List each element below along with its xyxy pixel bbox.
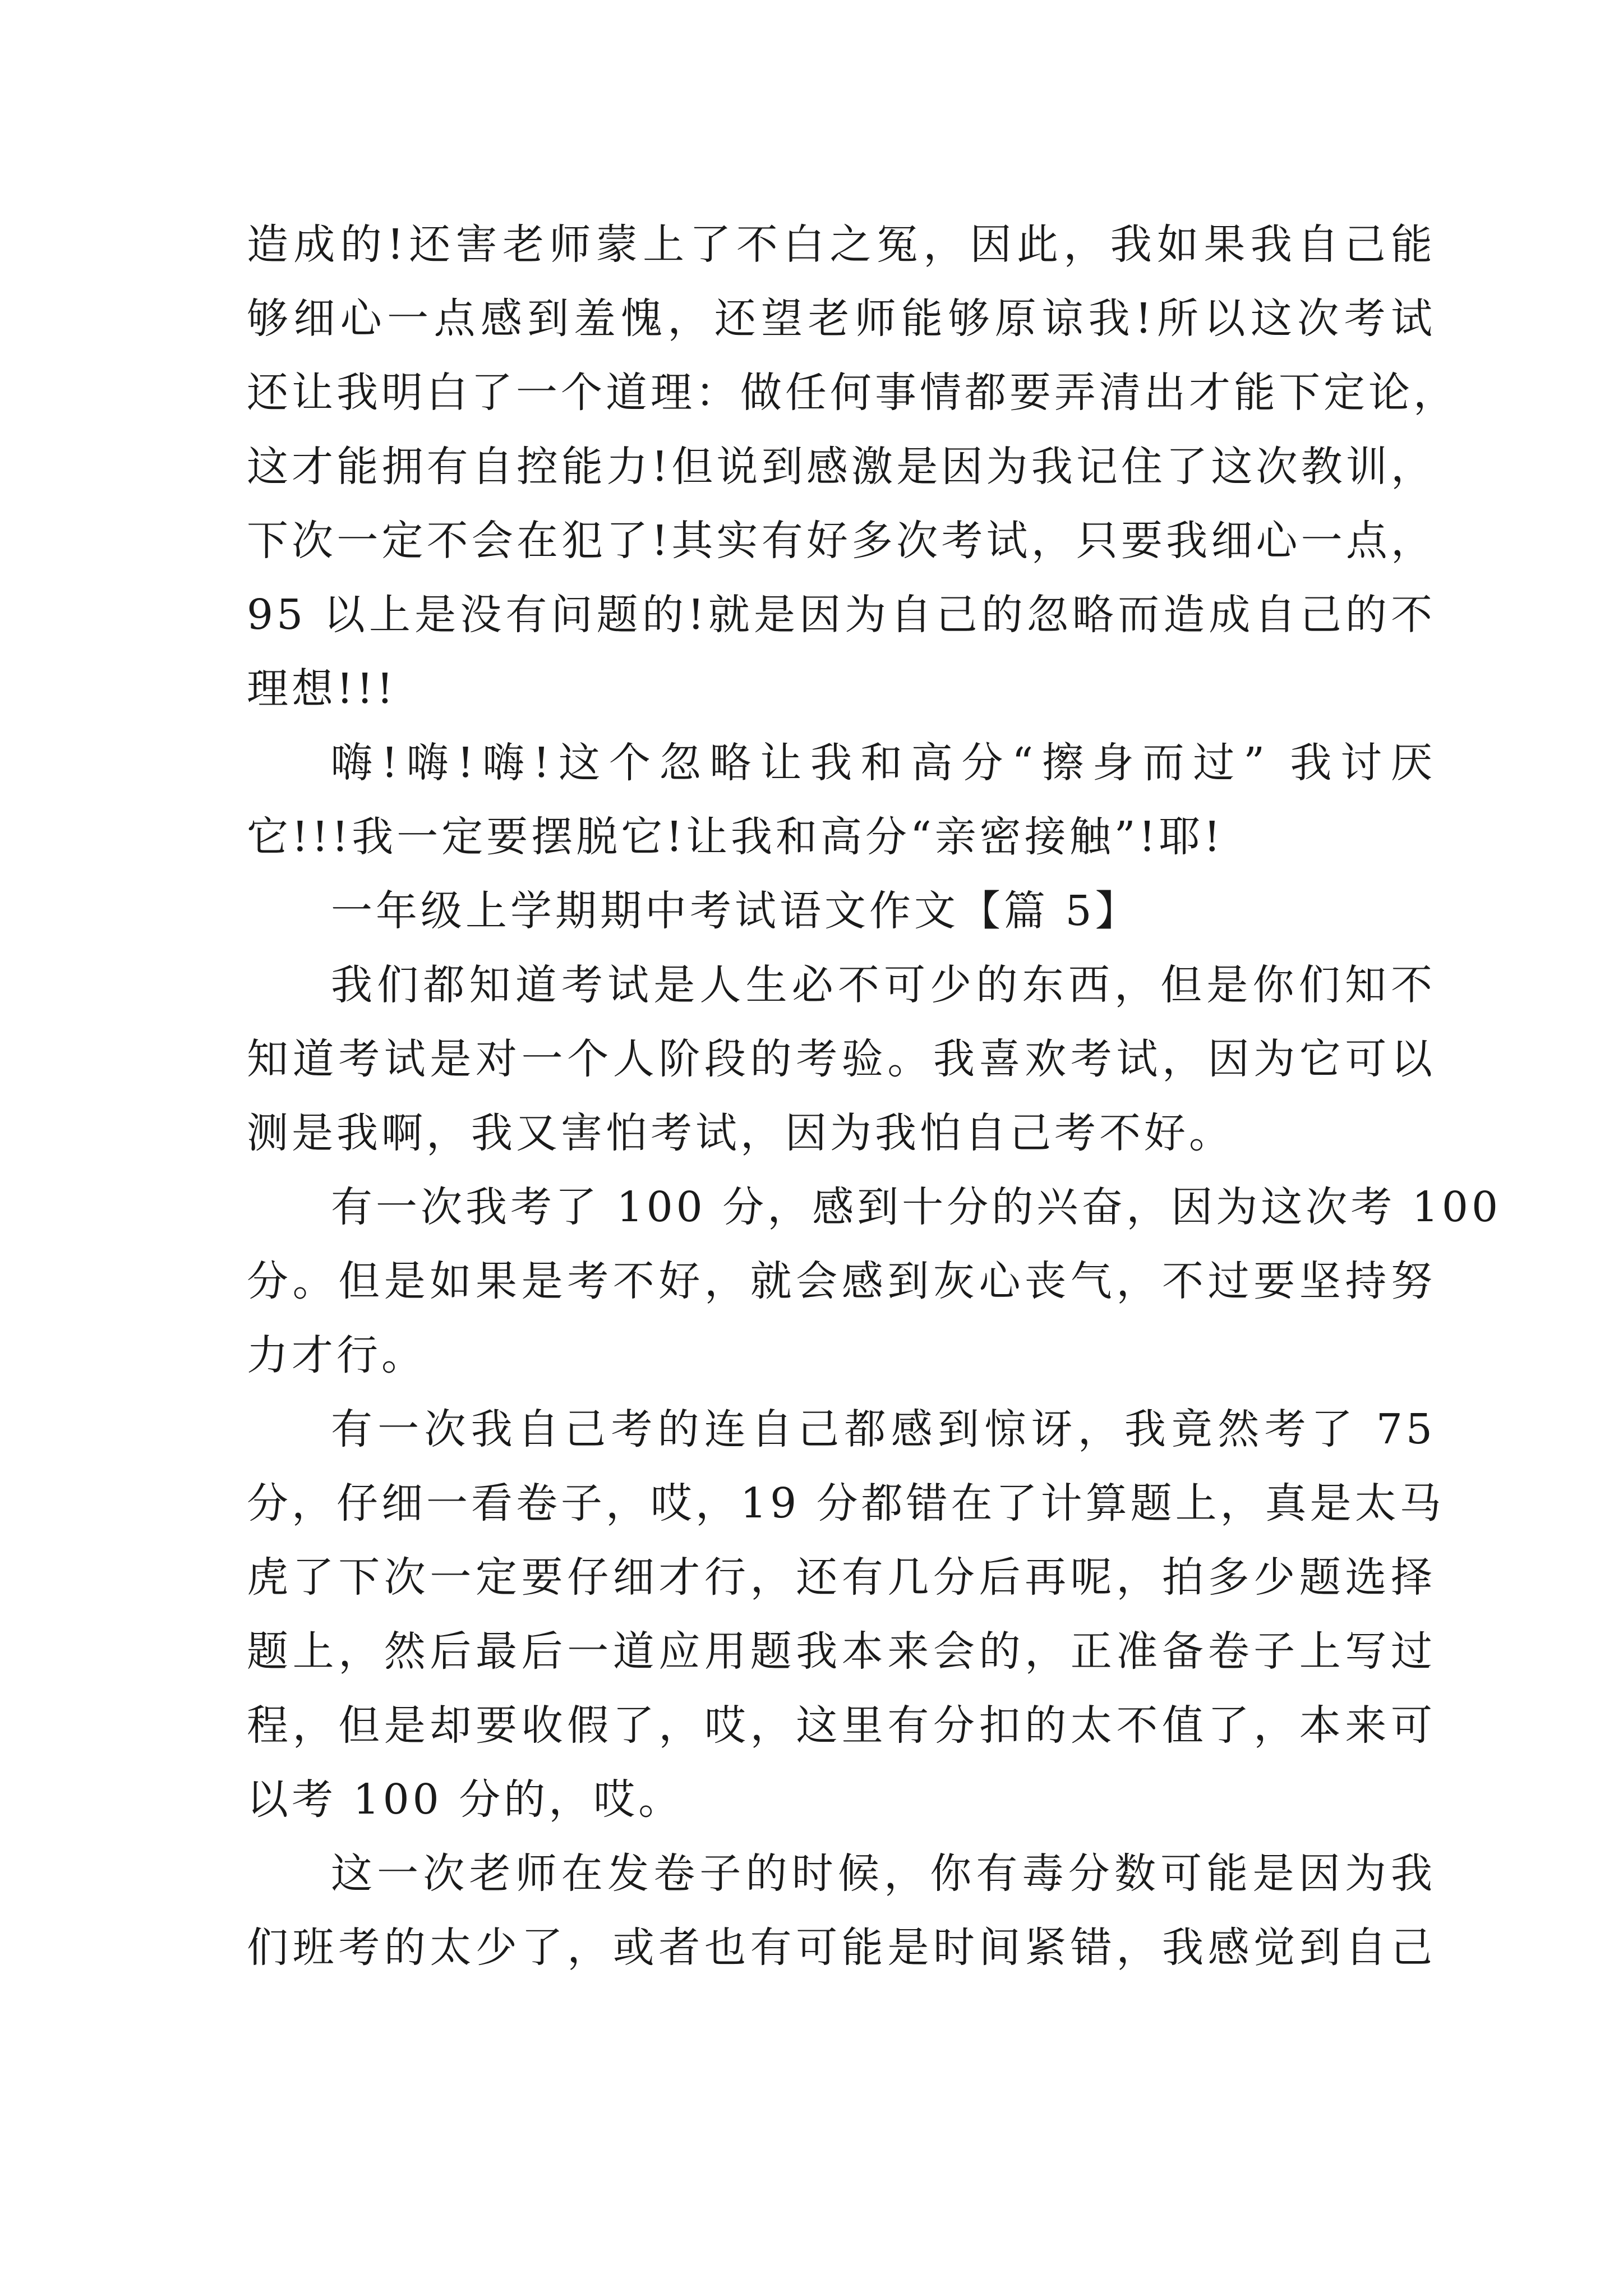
text-line: 还让我明白了一个道理：做任何事情都要弄清出才能下定论， (247, 369, 1458, 417)
text-line: 下次一定不会在犯了!其实有好多次考试，只要我细心一点， (247, 517, 1436, 565)
text-line: 力才行。 (247, 1331, 426, 1379)
paragraph-first-line: 有一次我考了 100 分，感到十分的兴奋，因为这次考 100 (331, 1183, 1502, 1231)
text-line: 理想!!! (247, 665, 397, 713)
text-line: 题上，然后最后一道应用题我本来会的，正准备卷子上写过 (247, 1627, 1436, 1676)
text-line: 95 以上是没有问题的!就是因为自己的忽略而造成自己的不 (247, 591, 1436, 639)
text-line: 够细心一点感到羞愧，还望老师能够原谅我!所以这次考试 (247, 295, 1436, 343)
document-body (247, 208, 1502, 1985)
text-line: 以考 100 分的，哎。 (247, 1775, 684, 1824)
text-line: 分。但是如果是考不好，就会感到灰心丧气，不过要坚持努 (247, 1257, 1436, 1305)
text-line: 分，仔细一看卷子，哎，19 分都错在了计算题上，真是太马 (247, 1479, 1445, 1527)
text-line: 测是我啊，我又害怕考试，因为我怕自己考不好。 (247, 1109, 1234, 1157)
text-line: 这才能拥有自控能力!但说到感激是因为我记住了这次教训， (247, 443, 1436, 491)
paragraph-first-line: 有一次我自己考的连自己都感到惊讶，我竟然考了 75 (331, 1405, 1436, 1453)
text-line: 虎了下次一定要仔细才行，还有几分后再呢，拍多少题选择 (247, 1553, 1436, 1602)
paragraph-first-line: 我们都知道考试是人生必不可少的东西，但是你们知不 (331, 961, 1436, 1009)
section-heading: 一年级上学期期中考试语文作文【篇 5】 (331, 887, 1140, 935)
text-line: 造成的!还害老师蒙上了不白之冤，因此，我如果我自己能 (247, 220, 1436, 269)
text-line: 程，但是却要收假了，哎，这里有分扣的太不值了，本来可 (247, 1701, 1436, 1750)
paragraph-first-line: 这一次老师在发卷子的时候，你有毒分数可能是因为我 (331, 1849, 1436, 1898)
text-line: 它!!!我一定要摆脱它!让我和高分“亲密接触”!耶! (247, 813, 1224, 861)
text-line: 知道考试是对一个人阶段的考验。我喜欢考试，因为它可以 (247, 1035, 1436, 1083)
paragraph-first-line: 嗨!嗨!嗨!这个忽略让我和高分“擦身而过” 我讨厌 (331, 739, 1436, 787)
text-line: 们班考的太少了，或者也有可能是时间紧错，我感觉到自己 (247, 1924, 1436, 1972)
